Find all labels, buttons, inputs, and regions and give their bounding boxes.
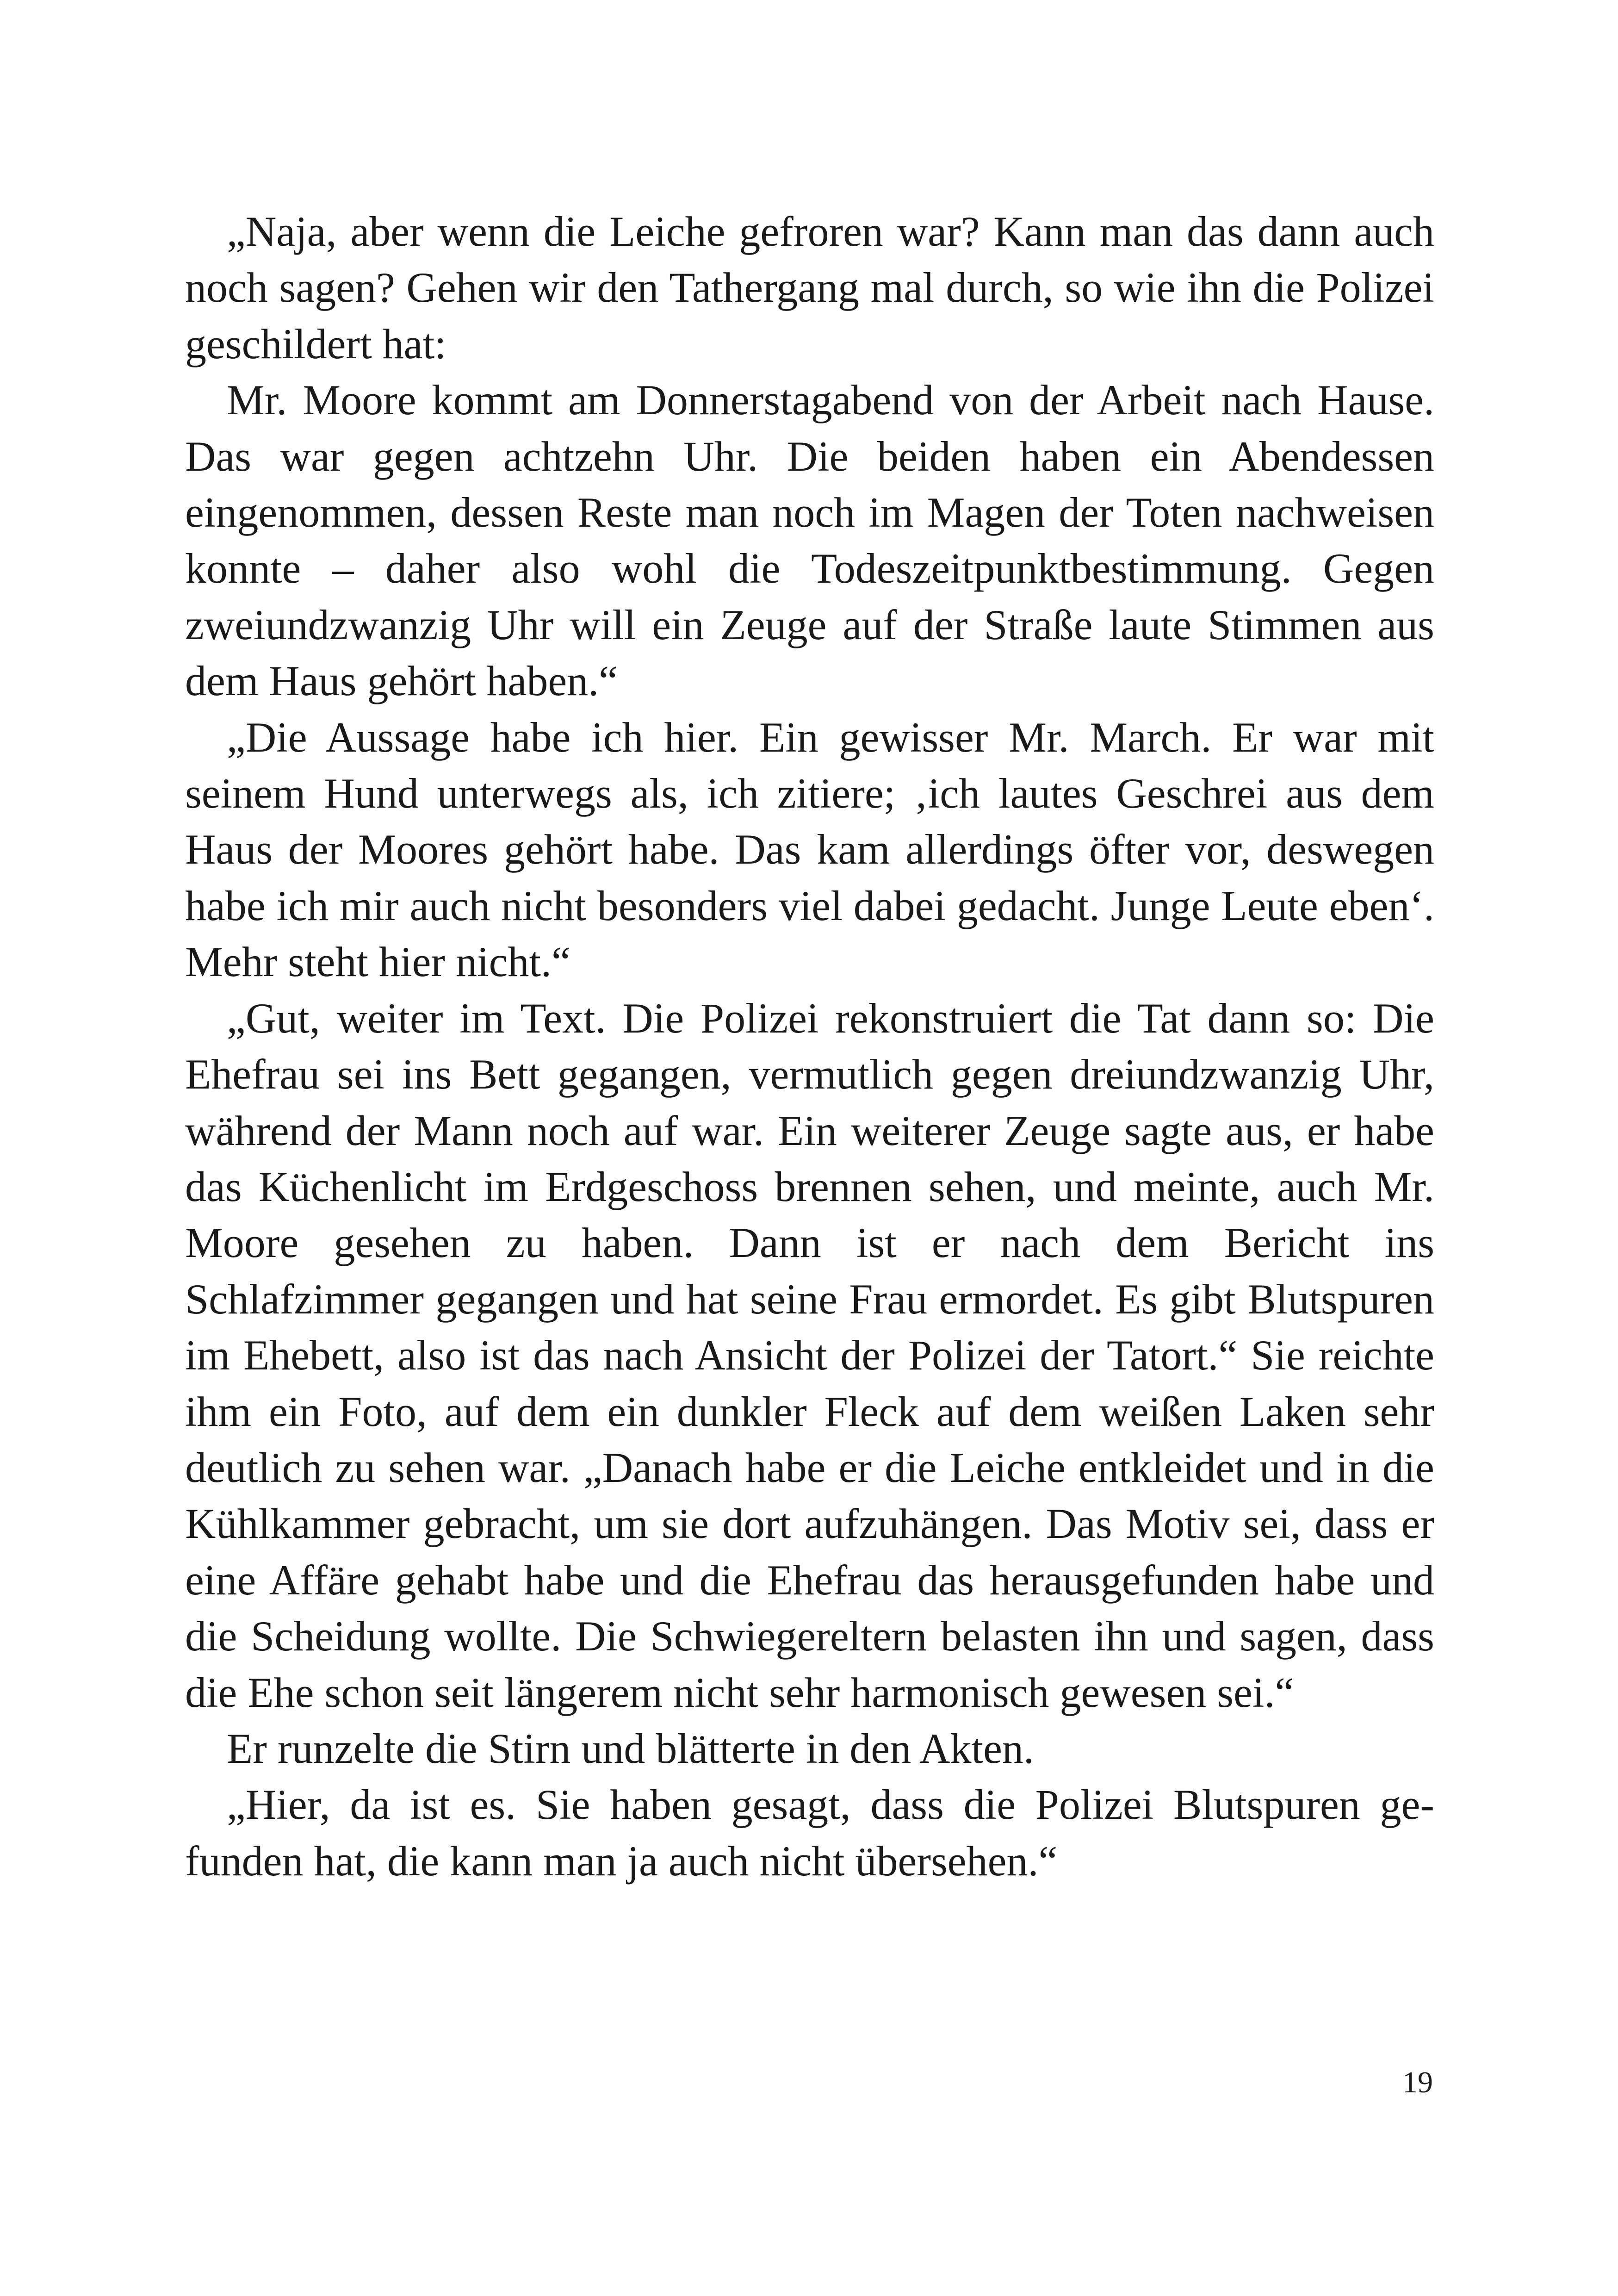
paragraph: „Naja, aber wenn die Leiche gefroren war? Kann man das dann auch noch sagen? Gehen wir den Tathergang mal durch, so wie ihn die Polizei geschildert hat:: [185, 208, 1434, 367]
body-text: [185, 204, 1434, 1889]
paragraph: Mr. Moore kommt am Donnerstagabend von der Arbeit nach Hause. Das war gegen achtzehn Uhr. Die beiden haben ein Abendessen eingenommen, dessen Reste man noch im Magen der Toten nachweisen konnte – daher also wohl die Todeszeitpunktbestimmung. Gegen zweiundzwanzig Uhr will ein Zeuge auf der Straße laute Stimmen aus dem Haus gehört haben.“: [185, 376, 1434, 705]
page-number: 19: [1402, 2066, 1433, 2099]
paragraph: „Die Aussage habe ich hier. Ein gewisser Mr. March. Er war mit seinem Hund unterwegs als, ich zitiere; ‚ich lautes Geschrei aus dem Haus der Moores gehört habe. Das kam allerdings öfter vor, deswegen habe ich mir auch nicht besonders viel dabei gedacht. Junge Leute eben‘. Mehr steht hier nicht.“: [185, 713, 1434, 986]
paragraph: Er runzelte die Stirn und blätterte in den Akten.: [227, 1724, 1034, 1772]
paragraph: „Hier, da ist es. Sie haben gesagt, dass die Polizei Blutspuren gefunden hat, die kann man ja auch nicht übersehen.“: [185, 1781, 1434, 1885]
paragraph: „Gut, weiter im Text. Die Polizei rekonstruiert die Tat dann so: Die Ehefrau sei ins Bett gegangen, vermutlich gegen dreiundzwanzig Uhr, während der Mann noch auf war. Ein weiterer Zeuge sagte aus, er habe das Küchenlicht im Erdgeschoss brennen sehen, und meinte, auch Mr. Moore gesehen zu haben. Dann ist er nach dem Bericht ins Schlafzimmer gegangen und hat seine Frau ermordet. Es gibt Blutspuren im Ehebett, also ist das nach Ansicht der Polizei der Tatort.“ Sie reichte ihm ein Foto, auf dem ein dunkler Fleck auf dem weißen Laken sehr deutlich zu sehen war. „Danach habe er die Leiche entkleidet und in die Kühlkammer gebracht, um sie dort aufzuhängen. Das Motiv sei, dass er eine Affäre gehabt habe und die Ehefrau das herausgefunden habe und die Scheidung wollte. Die Schwiegereltern belasten ihn und sagen, dass die Ehe schon seit längerem nicht sehr harmonisch gewesen sei.“: [185, 994, 1434, 1716]
